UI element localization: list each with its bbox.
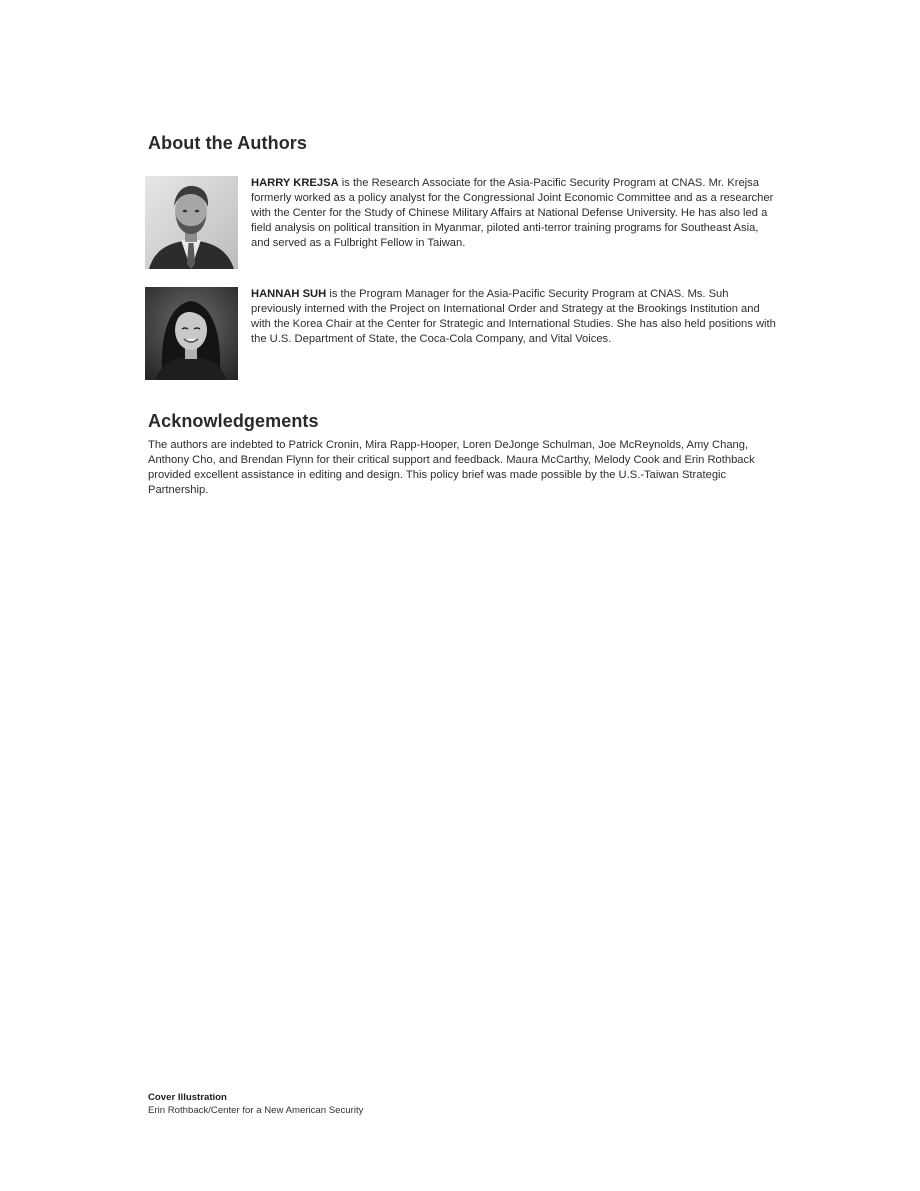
acknowledgements-text: The authors are indebted to Patrick Cronin, Mira Rapp-Hooper, Loren DeJonge Schulman, Joe McReynolds, Amy Chang, Anthony Cho, and Brendan Flynn for their critical support and feedback. Maura McCarthy, Melody Cook and Erin Rothback provided excellent assistance in editing and design. This policy brief was made possible by the U.S.-Taiwan Strategic Partnership. (148, 439, 755, 497)
author-photo-krejsa (145, 176, 238, 269)
author-name: HANNAH SUH (251, 288, 327, 300)
cover-illustration-attribution: Erin Rothback/Center for a New American Security (148, 1105, 364, 1116)
author-description: is the Research Associate for the Asia-Pacific Security Program at CNAS. Mr. Krejsa formerly worked as a policy analyst for the Congressional Joint Economic Committee and as a researcher with the Center for the Study of Chinese Military Affairs at National Defense University. He has also led a field analysis on political transition in Myanmar, piloted anti-terror training programs for Southeast Asia, and served as a Fulbright Fellow in Taiwan. (251, 177, 774, 250)
author-photo-suh (145, 287, 238, 380)
author-bio-text (251, 176, 776, 251)
cover-illustration-credit (148, 1091, 363, 1117)
author-description: is the Program Manager for the Asia-Pacific Security Program at CNAS. Ms. Suh previously interned with the Project on International Order and Strategy at the Brookings Institution and with the Korea Chair at the Center for Strategic and International Studies. She has also held positions with the U.S. Department of State, the Coca-Cola Company, and Vital Voices. (251, 288, 776, 346)
cover-illustration-label: Cover Illustration (148, 1092, 227, 1103)
about-authors-heading: About the Authors (148, 133, 308, 153)
acknowledgements-heading: Acknowledgements (148, 411, 319, 431)
author-bio-text (251, 287, 776, 347)
author-name: HARRY KREJSA (251, 177, 339, 189)
